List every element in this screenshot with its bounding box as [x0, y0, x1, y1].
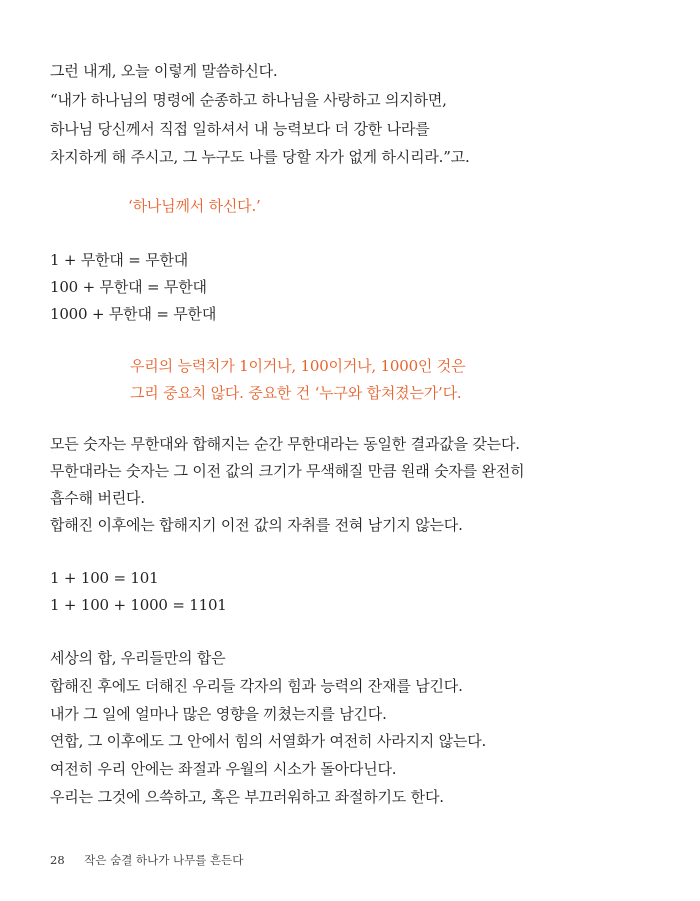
highlight-quote: 그리 중요치 않다. 중요한 건 ‘누구와 합쳐졌는가’다.	[130, 384, 462, 402]
equation-line: 1000 + 무한대 = 무한대	[50, 305, 217, 323]
page-footer	[50, 852, 243, 868]
equation-line: 100 + 무한대 = 무한대	[50, 278, 207, 296]
body-line: 합해진 이후에는 합해지기 이전 값의 자취를 전혀 남기지 않는다.	[50, 516, 463, 534]
page-number: 28	[50, 853, 65, 867]
equation-line: 1 + 100 + 1000 = 1101	[50, 596, 227, 614]
body-line: 하나님 당신께서 직접 일하셔서 내 능력보다 더 강한 나라를	[50, 120, 430, 138]
body-line: 차지하게 해 주시고, 그 누구도 나를 당할 자가 없게 하시리라.”고.	[50, 148, 470, 166]
equation-line: 1 + 100 = 101	[50, 569, 159, 587]
body-line: 세상의 합, 우리들만의 합은	[50, 649, 226, 667]
equation-line: 1 + 무한대 = 무한대	[50, 251, 189, 269]
body-line: 흡수해 버린다.	[50, 489, 145, 507]
body-line: 모든 숫자는 무한대와 합해지는 순간 무한대라는 동일한 결과값을 갖는다.	[50, 435, 520, 453]
body-line: 여전히 우리 안에는 좌절과 우월의 시소가 돌아다닌다.	[50, 760, 397, 778]
highlight-quote: 우리의 능력치가 1이거나, 100이거나, 1000인 것은	[130, 357, 466, 375]
body-line: 우리는 그것에 으쓱하고, 혹은 부끄러워하고 좌절하기도 한다.	[50, 788, 444, 806]
body-line: “내가 하나님의 명령에 순종하고 하나님을 사랑하고 의지하면,	[50, 91, 447, 109]
body-line: 합해진 후에도 더해진 우리들 각자의 힘과 능력의 잔재를 남긴다.	[50, 677, 463, 695]
book-title: 작은 숨결 하나가 나무를 흔든다	[84, 853, 244, 867]
body-line: 무한대라는 숫자는 그 이전 값의 크기가 무색해질 만큼 원래 숫자를 완전히	[50, 462, 525, 480]
body-line: 연합, 그 이후에도 그 안에서 힘의 서열화가 여전히 사라지지 않는다.	[50, 732, 487, 750]
highlight-quote: ‘하나님께서 하신다.’	[128, 197, 261, 215]
body-line: 그런 내게, 오늘 이렇게 말씀하신다.	[50, 62, 278, 80]
body-line: 내가 그 일에 얼마나 많은 영향을 끼쳤는지를 남긴다.	[50, 705, 387, 723]
